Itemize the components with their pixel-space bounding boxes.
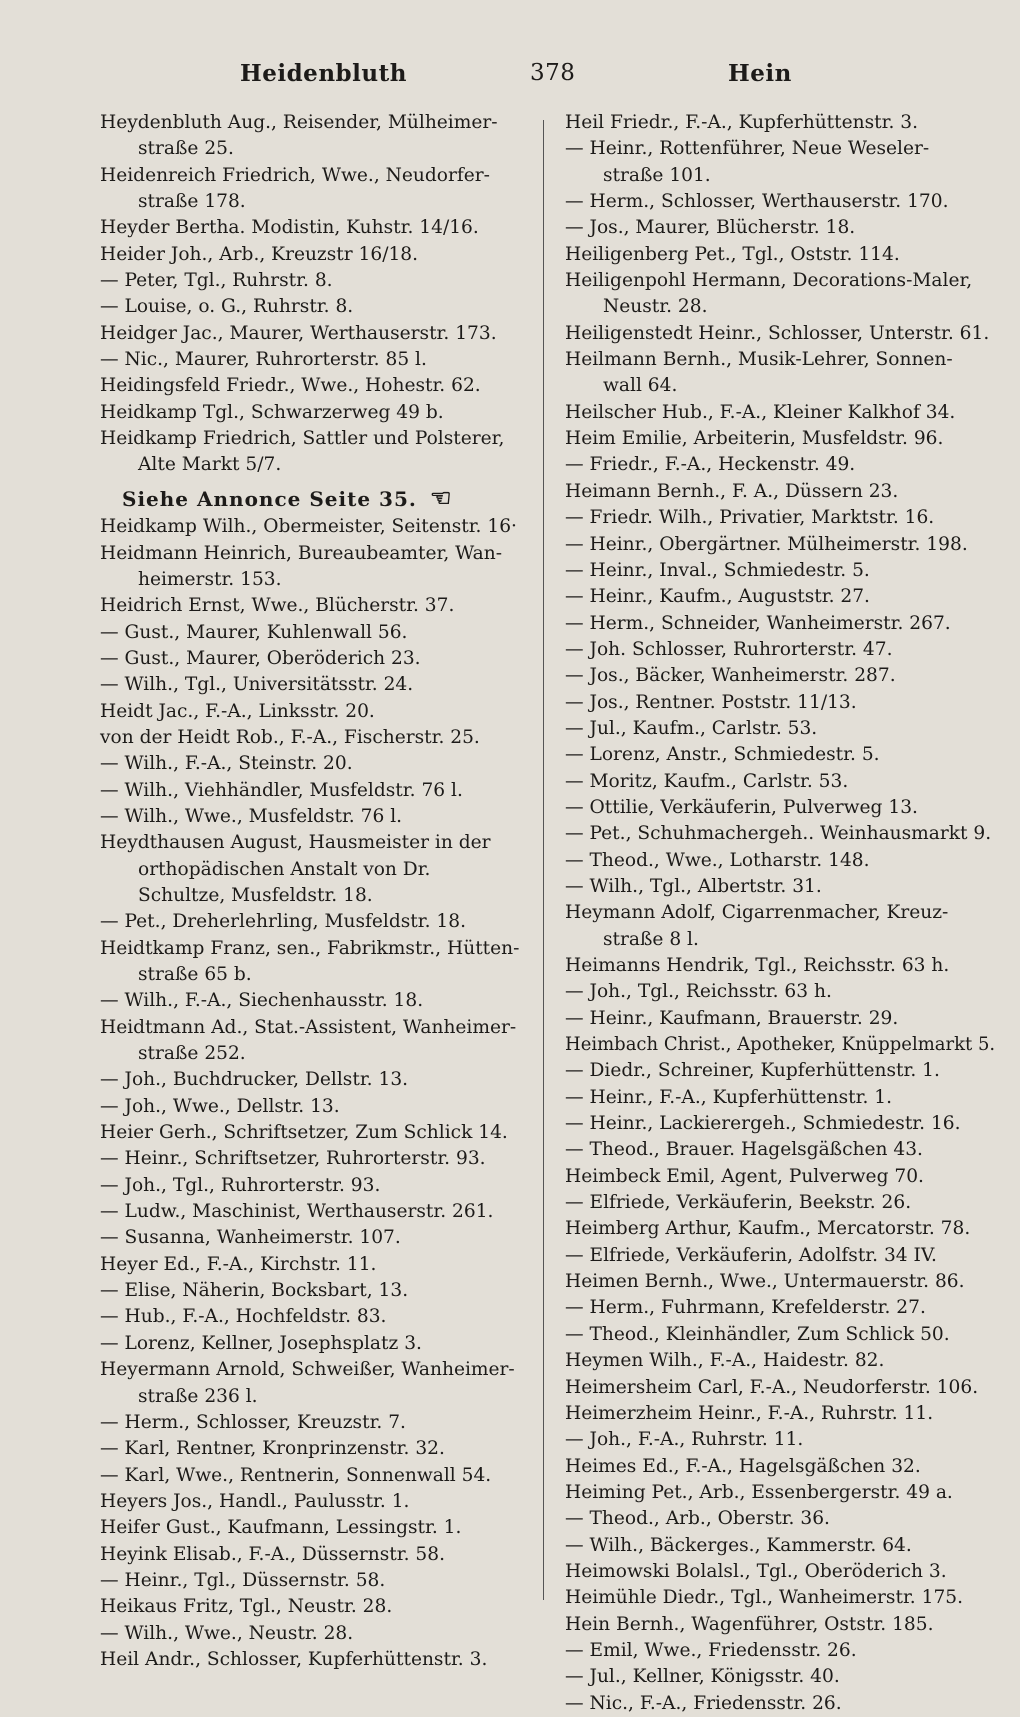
entry-line: — Ludw., Maschinist, Werthauserstr. 261. [100, 1201, 494, 1223]
entry-line: — Jul., Kaufm., Carlstr. 53. [565, 717, 818, 739]
directory-entry [565, 1375, 995, 1401]
entry-line: Heidtmann Ad., Stat.-Assistent, Wanheimer- [100, 1016, 517, 1038]
directory-entry [565, 321, 995, 347]
entry-line: — Theod., Brauer. Hagelsgäßchen 43. [565, 1139, 923, 1161]
entry-continuation: straße 252. [138, 1043, 246, 1065]
entry-line: — Wilh., Tgl., Albertstr. 31. [565, 875, 822, 897]
directory-entry [565, 1533, 995, 1559]
entry-line: — Jos., Maurer, Blücherstr. 18. [565, 217, 856, 239]
directory-entry [100, 373, 530, 399]
entry-line: Heimbeck Emil, Agent, Pulverweg 70. [565, 1165, 924, 1187]
left-column [100, 110, 530, 1673]
entry-line: — Joh., Wwe., Dellstr. 13. [100, 1095, 340, 1117]
directory-entry [565, 1585, 995, 1611]
entry-line: Heydenbluth Aug., Reisender, Mülheimer- [100, 112, 498, 133]
directory-entry [100, 1173, 530, 1199]
entry-line: — Herm., Fuhrmann, Krefelderstr. 27. [565, 1297, 926, 1319]
entry-line: Heyers Jos., Handl., Paulusstr. 1. [100, 1490, 410, 1512]
directory-entry [100, 347, 530, 373]
directory-entry [565, 1401, 995, 1427]
directory-entry [565, 663, 995, 689]
directory-entry [565, 1006, 995, 1032]
entry-line: — Heinr., F.-A., Kupferhüttenstr. 1. [565, 1086, 893, 1108]
directory-entry [100, 725, 530, 751]
entry-line: Heidkamp Friedrich, Sattler und Polsterer, [100, 428, 505, 450]
directory-entry [565, 900, 995, 953]
directory-entry [100, 321, 530, 347]
entry-line: — Ottilie, Verkäuferin, Pulverweg 13. [565, 796, 918, 818]
entry-line: Heyder Bertha. Modistin, Kuhstr. 14/16. [100, 217, 479, 239]
directory-entry [565, 1111, 995, 1137]
directory-entry [565, 242, 995, 268]
entry-line: Heiligenberg Pet., Tgl., Oststr. 114. [565, 243, 900, 265]
directory-entry [100, 988, 530, 1014]
entry-line: — Joh., F.-A., Ruhrstr. 11. [565, 1429, 804, 1451]
directory-entry [565, 953, 995, 979]
directory-entry [100, 1146, 530, 1172]
entry-line: Heidrich Ernst, Wwe., Blücherstr. 37. [100, 595, 455, 617]
entry-line: — Gust., Maurer, Kuhlenwall 56. [100, 621, 408, 643]
entry-line: — Heinr., Lackierergeh., Schmiedestr. 16. [565, 1113, 961, 1135]
entry-continuation: straße 236 l. [138, 1385, 258, 1407]
directory-entry [100, 1515, 530, 1541]
running-head-left: Heidenbluth [240, 60, 407, 87]
entry-line: — Heinr., Inval., Schmiedestr. 5. [565, 559, 870, 581]
directory-entry [100, 541, 530, 594]
entry-continuation: straße 25. [138, 138, 234, 160]
entry-line: Heidenreich Friedrich, Wwe., Neudorfer- [100, 164, 490, 186]
right-column [565, 110, 995, 1717]
directory-entry [100, 1647, 530, 1673]
directory-entry [565, 1480, 995, 1506]
advertisement-note [100, 482, 530, 512]
directory-entry [100, 1463, 530, 1489]
entry-line: — Wilh., Tgl., Universitätsstr. 24. [100, 674, 414, 696]
directory-entry [100, 400, 530, 426]
entry-line: — Peter, Tgl., Ruhrstr. 8. [100, 270, 333, 292]
directory-entry [565, 1032, 995, 1058]
entry-line: — Jos., Bäcker, Wanheimerstr. 287. [565, 665, 896, 687]
directory-entry [565, 268, 995, 321]
directory-entry [565, 742, 995, 768]
entry-line: — Joh., Tgl., Reichsstr. 63 h. [565, 981, 832, 1003]
entry-continuation: straße 65 b. [138, 964, 252, 985]
directory-entry [100, 163, 530, 216]
entry-continuation: Schultze, Musfeldstr. 18. [138, 884, 373, 906]
entry-line: — Hub., F.-A., Hochfeldstr. 83. [100, 1306, 387, 1328]
entry-line: Heydthausen August, Hausmeister in der [100, 832, 491, 854]
directory-entry [565, 1664, 995, 1690]
entry-line: Heidingsfeld Friedr., Wwe., Hohestr. 62. [100, 375, 481, 397]
directory-entry [565, 426, 995, 452]
directory-entry [565, 1137, 995, 1163]
directory-entry [565, 189, 995, 215]
entry-line: — Wilh., F.-A., Steinstr. 20. [100, 753, 353, 775]
directory-entry [565, 558, 995, 584]
directory-entry [100, 1568, 530, 1594]
entry-line: — Herm., Schneider, Wanheimerstr. 267. [565, 612, 951, 634]
entry-line: — Joh., Tgl., Ruhrorterstr. 93. [100, 1174, 381, 1196]
directory-entry [565, 347, 995, 400]
directory-entry [565, 505, 995, 531]
entry-line: — Theod., Arb., Oberstr. 36. [565, 1508, 830, 1530]
entry-line: — Herm., Schlosser, Kreuzstr. 7. [100, 1411, 406, 1433]
directory-entry [565, 479, 995, 505]
directory-entry [100, 242, 530, 268]
entry-line: Heyink Elisab., F.-A., Düssernstr. 58. [100, 1543, 445, 1565]
directory-entry [565, 584, 995, 610]
directory-entry [565, 716, 995, 742]
pointing-hand-icon: ☞ [428, 482, 452, 512]
directory-entry [565, 1269, 995, 1295]
entry-line: — Susanna, Wanheimerstr. 107. [100, 1227, 401, 1249]
running-head-right: Hein [728, 60, 792, 87]
entry-line: — Theod., Wwe., Lotharstr. 148. [565, 849, 870, 871]
directory-entry [100, 1410, 530, 1436]
entry-line: — Pet., Dreherlehrling, Musfeldstr. 18. [100, 911, 466, 933]
directory-entry [565, 1348, 995, 1374]
entry-line: — Heinr., Obergärtner. Mülheimerstr. 198. [565, 533, 968, 555]
directory-entry [565, 874, 995, 900]
directory-entry [565, 1164, 995, 1190]
directory-entry [100, 1225, 530, 1251]
entry-continuation: straße 8 l. [603, 928, 699, 950]
directory-entry [565, 769, 995, 795]
entry-line: Heimühle Diedr., Tgl., Wanheimerstr. 175. [565, 1587, 964, 1609]
directory-entry [100, 514, 530, 540]
entry-line: — Theod., Kleinhändler, Zum Schlick 50. [565, 1323, 950, 1345]
entry-line: Heyermann Arnold, Schweißer, Wanheimer- [100, 1359, 515, 1381]
entry-line: Heymann Adolf, Cigarrenmacher, Kreuz- [565, 902, 949, 924]
directory-entry [100, 699, 530, 725]
entry-line: Heifer Gust., Kaufmann, Lessingstr. 1. [100, 1517, 462, 1539]
entry-line: — Joh. Schlosser, Ruhrorterstr. 47. [565, 638, 893, 660]
entry-line: — Elfriede, Verkäuferin, Beekstr. 26. [565, 1192, 912, 1214]
directory-entry [565, 821, 995, 847]
entry-line: Heyer Ed., F.-A., Kirchstr. 11. [100, 1253, 377, 1275]
entry-line: — Heinr., Tgl., Düssernstr. 58. [100, 1569, 386, 1591]
entry-line: Heimen Bernh., Wwe., Untermauerstr. 86. [565, 1271, 965, 1293]
entry-line: Heimes Ed., F.-A., Hagelsgäßchen 32. [565, 1455, 921, 1477]
entry-continuation: wall 64. [603, 375, 678, 397]
entry-line: Heiligenpohl Hermann, Decorations-Maler, [565, 270, 973, 292]
directory-entry [100, 110, 530, 163]
directory-entry [565, 1190, 995, 1216]
directory-entry [565, 215, 995, 241]
entry-line: — Emil, Wwe., Friedensstr. 26. [565, 1639, 857, 1661]
entry-line: Heimann Bernh., F. A., Düssern 23. [565, 480, 899, 502]
entry-line: — Karl, Wwe., Rentnerin, Sonnenwall 54. [100, 1464, 492, 1486]
directory-entry [565, 532, 995, 558]
entry-line: — Louise, o. G., Ruhrstr. 8. [100, 296, 354, 318]
entry-line: — Friedr. Wilh., Privatier, Marktstr. 16. [565, 507, 935, 529]
directory-entry [100, 1489, 530, 1515]
directory-entry [565, 110, 995, 136]
entry-line: Heidmann Heinrich, Bureaubeamter, Wan- [100, 542, 503, 564]
directory-entry [565, 452, 995, 478]
entry-line: Heidtkamp Franz, sen., Fabrikmstr., Hütten- [100, 937, 520, 959]
directory-entry [100, 751, 530, 777]
advertisement-text: Siehe Annonce Seite 35. [122, 486, 417, 511]
entry-line: Heilmann Bernh., Musik-Lehrer, Sonnen- [565, 349, 953, 371]
directory-entry [100, 1304, 530, 1330]
entry-line: — Moritz, Kaufm., Carlstr. 53. [565, 770, 849, 792]
directory-entry [565, 1454, 995, 1480]
entry-line: — Lorenz, Kellner, Josephsplatz 3. [100, 1332, 422, 1354]
entry-line: — Jul., Kellner, Königsstr. 40. [565, 1666, 840, 1688]
entry-line: Hein Bernh., Wagenführer, Oststr. 185. [565, 1613, 934, 1635]
entry-line: — Friedr., F.-A., Heckenstr. 49. [565, 454, 856, 476]
entry-line: von der Heidt Rob., F.-A., Fischerstr. 25. [100, 726, 480, 748]
directory-entry [100, 936, 530, 989]
directory-entry [565, 795, 995, 821]
entry-line: Heiligenstedt Heinr., Schlosser, Unterstr. 61. [565, 322, 990, 344]
entry-line: Heidkamp Tgl., Schwarzerweg 49 b. [100, 401, 444, 423]
entry-continuation: Alte Markt 5/7. [138, 454, 282, 476]
directory-entry [100, 672, 530, 698]
entry-line: — Gust., Maurer, Oberöderich 23. [100, 647, 421, 669]
entry-line: Heidt Jac., F.-A., Linksstr. 20. [100, 700, 375, 722]
directory-entry [100, 215, 530, 241]
entry-line: Heil Andr., Schlosser, Kupferhüttenstr. 3. [100, 1648, 488, 1670]
directory-entry [565, 1243, 995, 1269]
directory-entry [100, 1357, 530, 1410]
directory-entry [100, 426, 530, 479]
entry-line: — Herm., Schlosser, Werthauserstr. 170. [565, 191, 949, 213]
entry-line: — Nic., F.-A., Friedensstr. 26. [565, 1692, 842, 1714]
directory-entry [100, 830, 530, 909]
entry-line: Heimberg Arthur, Kaufm., Mercatorstr. 78. [565, 1218, 971, 1240]
entry-line: Heimbach Christ., Apotheker, Knüppelmarkt 5. [565, 1034, 996, 1056]
directory-entry [565, 637, 995, 663]
entry-line: Heilscher Hub., F.-A., Kleiner Kalkhof 34. [565, 401, 956, 423]
entry-line: Heiming Pet., Arb., Essenbergerstr. 49 a. [565, 1481, 953, 1503]
entry-line: Heim Emilie, Arbeiterin, Musfeldstr. 96. [565, 428, 944, 450]
directory-entry [100, 1120, 530, 1146]
directory-entry [565, 1295, 995, 1321]
directory-entry [565, 1427, 995, 1453]
entry-line: Heymen Wilh., F.-A., Haidestr. 82. [565, 1350, 885, 1372]
directory-entry [565, 1216, 995, 1242]
entry-line: — Heinr., Kaufmann, Brauerstr. 29. [565, 1007, 899, 1029]
directory-entry [100, 1331, 530, 1357]
entry-line: Heimersheim Carl, F.-A., Neudorferstr. 106. [565, 1376, 979, 1398]
entry-continuation: straße 101. [603, 164, 711, 186]
directory-entry [565, 1506, 995, 1532]
entry-line: Heikaus Fritz, Tgl., Neustr. 28. [100, 1596, 393, 1618]
directory-entry [100, 1199, 530, 1225]
directory-entry [100, 268, 530, 294]
directory-entry [100, 778, 530, 804]
directory-entry [565, 1322, 995, 1348]
directory-entry [565, 1559, 995, 1585]
entry-line: — Pet., Schuhmachergeh.. Weinhausmarkt 9. [565, 823, 992, 845]
entry-continuation: orthopädischen Anstalt von Dr. [138, 858, 431, 880]
entry-line: — Heinr., Rottenführer, Neue Weseler- [565, 138, 930, 160]
entry-line: — Nic., Maurer, Ruhrorterstr. 85 l. [100, 349, 427, 371]
entry-line: Heil Friedr., F.-A., Kupferhüttenstr. 3. [565, 112, 919, 133]
page-number: 378 [530, 60, 576, 86]
entry-line: Heidkamp Wilh., Obermeister, Seitenstr. 16· [100, 516, 517, 538]
directory-entry [565, 611, 995, 637]
entry-line: — Wilh., Bäckerges., Kammerstr. 64. [565, 1534, 912, 1556]
entry-line: — Heinr., Schriftsetzer, Ruhrorterstr. 93. [100, 1148, 486, 1170]
directory-entry [565, 1691, 995, 1717]
directory-entry [100, 1594, 530, 1620]
entry-line: Heimanns Hendrik, Tgl., Reichsstr. 63 h. [565, 955, 950, 976]
entry-line: — Jos., Rentner. Poststr. 11/13. [565, 691, 857, 713]
directory-entry [565, 400, 995, 426]
directory-entry [100, 646, 530, 672]
directory-entry [565, 690, 995, 716]
directory-entry [565, 979, 995, 1005]
entry-line: Heimerzheim Heinr., F.-A., Ruhrstr. 11. [565, 1402, 934, 1424]
entry-line: — Diedr., Schreiner, Kupferhüttenstr. 1. [565, 1060, 940, 1082]
directory-entry [100, 1621, 530, 1647]
entry-line: Heier Gerh., Schriftsetzer, Zum Schlick 14. [100, 1122, 508, 1144]
entry-line: Heimowski Bolalsl., Tgl., Oberöderich 3. [565, 1560, 947, 1582]
directory-entry [100, 1067, 530, 1093]
entry-line: Heidger Jac., Maurer, Werthauserstr. 173. [100, 322, 497, 344]
entry-line: — Wilh., F.-A., Siechenhausstr. 18. [100, 990, 424, 1012]
entry-line: — Wilh., Wwe., Musfeldstr. 76 l. [100, 805, 403, 827]
directory-entry [100, 1542, 530, 1568]
directory-entry [565, 1058, 995, 1084]
directory-entry [100, 620, 530, 646]
directory-entry [100, 1094, 530, 1120]
directory-entry [100, 593, 530, 619]
entry-line: — Elfriede, Verkäuferin, Adolfstr. 34 IV. [565, 1244, 937, 1266]
directory-entry [100, 1252, 530, 1278]
entry-continuation: heimerstr. 153. [138, 568, 282, 590]
entry-line: — Joh., Buchdrucker, Dellstr. 13. [100, 1069, 409, 1091]
directory-entry [565, 136, 995, 189]
directory-entry [100, 1436, 530, 1462]
entry-line: — Karl, Rentner, Kronprinzenstr. 32. [100, 1438, 445, 1460]
directory-entry [100, 294, 530, 320]
entry-line: — Wilh., Viehhändler, Musfeldstr. 76 l. [100, 779, 463, 801]
directory-entry [100, 804, 530, 830]
entry-continuation: straße 178. [138, 191, 246, 213]
entry-line: Heider Joh., Arb., Kreuzstr 16/18. [100, 243, 419, 265]
directory-entry [565, 848, 995, 874]
entry-line: — Lorenz, Anstr., Schmiedestr. 5. [565, 744, 880, 766]
directory-entry [565, 1612, 995, 1638]
entry-line: — Wilh., Wwe., Neustr. 28. [100, 1622, 354, 1644]
directory-entry [100, 909, 530, 935]
column-divider [543, 120, 544, 1600]
directory-entry [565, 1085, 995, 1111]
directory-entry [100, 1015, 530, 1068]
entry-continuation: Neustr. 28. [603, 296, 708, 318]
entry-line: — Elise, Näherin, Bocksbart, 13. [100, 1280, 409, 1302]
directory-entry [100, 1278, 530, 1304]
directory-entry [565, 1638, 995, 1664]
entry-line: — Heinr., Kaufm., Auguststr. 27. [565, 586, 870, 608]
